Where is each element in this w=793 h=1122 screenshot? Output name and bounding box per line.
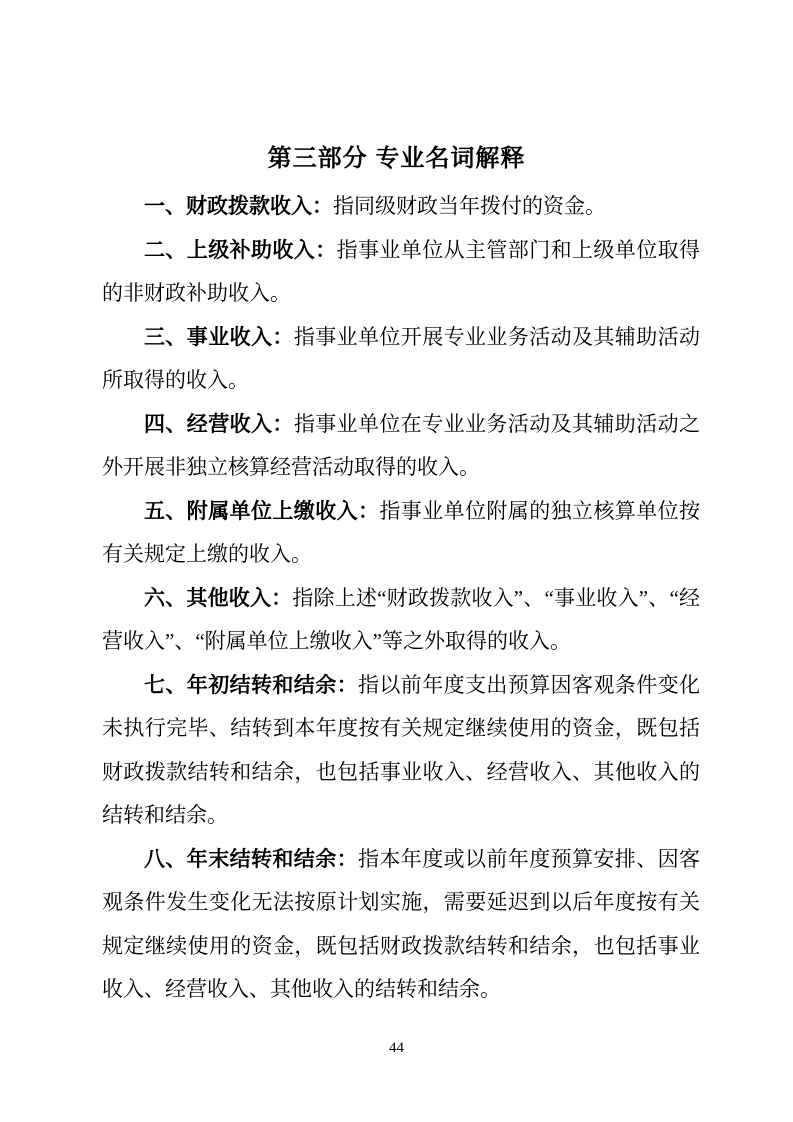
term-definition: 指同级财政当年拨付的资金。 (333, 194, 606, 218)
term-definition: 指事业单位从主管部门和上级单位取得的非财政补助收入。 (102, 237, 701, 305)
term-paragraph (102, 838, 700, 1012)
term-paragraph (102, 490, 700, 577)
terms-list (102, 185, 700, 1012)
term-label: 一、财政拨款收入： (144, 195, 333, 218)
term-paragraph (102, 577, 700, 664)
term-paragraph (102, 185, 700, 229)
term-label: 五、附属单位上缴收入： (144, 499, 380, 523)
term-label: 七、年初结转和结余： (144, 673, 358, 697)
term-definition: 指本年度或以前年度预算安排、因客观条件发生变化无法按原计划实施，需要延迟到以后年度按有关规定继续使用的资金，既包括财政拨款结转和结余，也包括事业收入、经营收入、其他收入的结转和结余。 (102, 846, 700, 1001)
term-definition: 指事业单位在专业业务活动及其辅助活动之外开展非独立核算经营活动取得的收入。 (102, 411, 701, 479)
page-title: 第三部分 专业名词解释 (267, 145, 526, 172)
term-label: 三、事业收入： (144, 325, 294, 349)
term-label: 四、经营收入： (144, 412, 294, 436)
term-definition: 指以前年度支出预算因客观条件变化未执行完毕、结转到本年度按有关规定继续使用的资金，既包括财政拨款结转和结余，也包括事业收入、经营收入、其他收入的结转和结余。 (102, 672, 700, 827)
term-label: 六、其他收入： (144, 586, 293, 610)
term-definition: 指事业单位开展专业业务活动及其辅助活动所取得的收入。 (102, 324, 701, 392)
term-definition: 指除上述“财政拨款收入”、“事业收入”、“经营收入”、“附属单位上缴收入”等之外取得的收入。 (102, 585, 701, 653)
term-label: 二、上级补助收入： (144, 238, 337, 262)
term-definition: 指事业单位附属的独立核算单位按有关规定上缴的收入。 (102, 498, 701, 566)
term-paragraph (102, 229, 700, 316)
page-number: 44 (389, 1040, 404, 1056)
term-paragraph (102, 403, 700, 490)
term-label: 八、年末结转和结余： (144, 847, 358, 871)
term-paragraph (102, 316, 700, 403)
term-paragraph (102, 664, 700, 838)
